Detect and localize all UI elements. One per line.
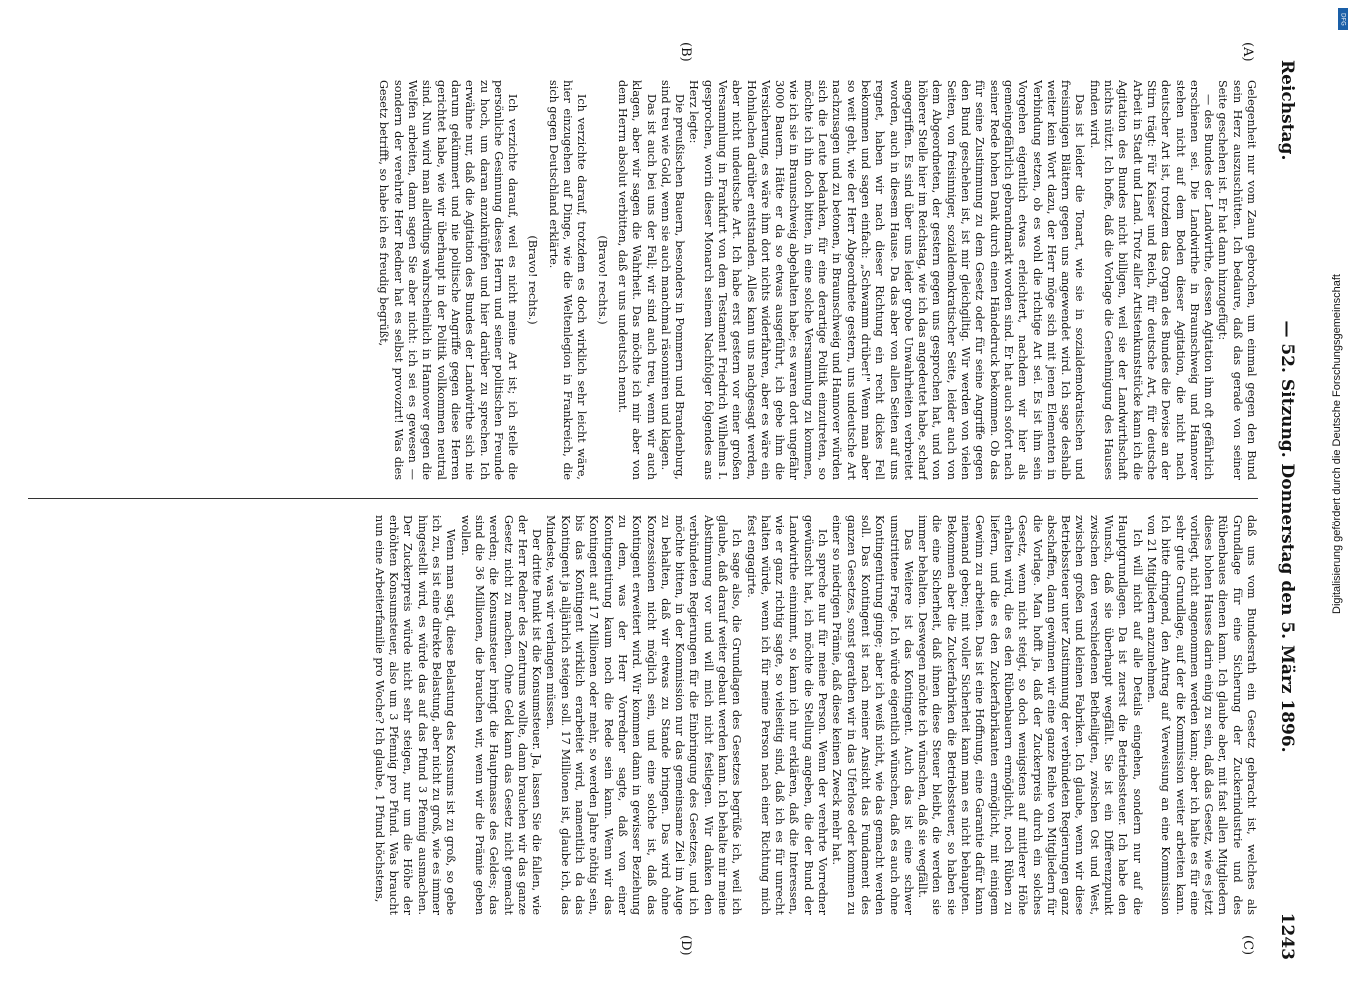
paragraph: Gelegenheit nur vom Zaun gebrochen, um einmal gegen den Bund sein Herz auszuschütten. Ich bedaure, daß das gerade von seiner Seite geschehen ist. Er hat dann hinzugefügt: [1216, 80, 1258, 480]
margin-mark-a: (A) [1240, 42, 1255, 62]
header-center: — 52. Sitzung. Donnerstag den 5. März 1896. [1277, 320, 1297, 753]
paragraph: daß uns vom Bundesrath ein Gesetz gebracht ist, welches als Grundlage für eine Sicherung der Zuckerindustrie und des Rübenbaues dienen kann. Ich glaube aber, mit fast allen Mitgliedern dieses hohen Hauses darin einig zu sein, daß das Gesetz, wie es jetzt vorliegt, nicht angenommen werden kann; aber ich halte es für eine sehr gute Grundlage, auf der die Kommission weiter arbeiten kann. Ich bitte dringend, den Antrag auf Verweisung an eine Kommission von 21 Mitgliedern anzunehmen. [1144, 515, 1258, 915]
margin-mark-d: (D) [678, 935, 693, 956]
left-column [3, 80, 1258, 480]
paragraph: Der dritte Punkt ist die Konsumsteuer. Ja, lassen Sie die fallen, wie der Herr Redner des Zentrums wollte, dann brauchen wir das ganze Gesetz nicht zu machen. Ohne Geld kann das Gesetz nicht gemacht werden; die Konsumsteuer bringt die Hauptmasse des Geldes; das sind die 36 Millionen, die brauchen wir, wenn wir die Prämie geben wollen. [458, 515, 544, 915]
paragraph: Das Weitere ist das Kontingent. Auch das ist eine schwer umstrittene Frage. Ich würde eigentlich wünschen, daß es auch ohne Kontingentirung ginge; aber ich weiß nicht, wie das gemacht werden soll. Das Kontingent ist nach meiner Ansicht das Fundament des ganzen Gesetzes, sonst gerathen wir in das Uferlose oder kommen zu einer so niedrigen Prämie, daß diese keinen Zweck mehr hat. [830, 515, 915, 915]
quote-paragraph: — des Bundes der Landwirthe, dessen Agitation ihm oft gefährlich erschienen sei. Die Landwirthe in Braunschweig und Hannover stehen nicht auf dem Boden dieser Agitation, die nicht nach deutscher Art ist, trotzdem das Organ des Bundes die Devise an der Stirn trägt: Für Kaiser und Reich, für deutsche Art, für deutsche Arbeit in Stadt und Land. Trotz aller Artistenkunststücke kann ich die Agitation des Bundes nicht billigen, weil sie der Landwirthschaft nichts nützt. Ich hoffe, daß die Vorlage die Genehmigung des Hauses finden wird. [1087, 80, 1216, 480]
dfg-logo: DFG [1338, 8, 1348, 30]
paragraph: Wenn man sagt, diese Belastung des Konsums ist zu groß, so gebe ich zu, es ist eine direkte Belastung, aber nicht zu groß, wie es immer hingestellt wird, es würde das auf das Pfund 3 Pfennig ausmachen. Der Zuckerpreis würde nicht sehr steigen, nur um die Höhe der erhöhten Konsumsteuer, also um 3 Pfennig pro Pfund. Was braucht nun eine Arbeiterfamilie pro Woche? Ich glaube, 1 Pfund höchstens, [372, 515, 458, 915]
paragraph: Ich spreche nur für meine Person. Wenn der verehrte Vorredner gewünscht hat, ich möchte die Stellung angeben, die der Bund der Landwirthe einnimmt, so kann ich nur erklären, daß die Interessen, wie er ganz richtig sagte, so vielseitig sind, daß ich es für unrecht halten würde, wenn ich für meine Person nach einer Richtung mich fest engagirte. [744, 515, 830, 915]
page-header [1273, 60, 1301, 960]
paragraph: Ich verzichte darauf, weil es nicht meine Art ist; ich stelle die persönliche Gesinnung dieses Herrn und seiner politischen Freunde zu hoch, um daran anzuknüpfen und hier darüber zu sprechen. Ich erwähne nur, daß die Agitation des Bundes der Landwirthe sich nie darum gekümmert und nie politische Angriffe gegen diese Herren gerichtet habe, wie wir überhaupt in der Politik vollkommen neutral sind. Nun wird man allerdings wahrscheinlich in Hannover gegen die Welfen arbeiten, dann sagen Sie aber nicht: ich sei es gewesen — sondern der verehrte Herr Redner hat es selbst provozirt! Was dies Gesetz betrifft, so habe ich es freudig begrüßt, [377, 80, 520, 480]
column-divider [28, 498, 1258, 499]
margin-mark-c: (C) [1240, 935, 1255, 956]
paragraph: Ich verzichte darauf, trotzdem es doch wirklich sehr leicht wäre, hier einzugehen auf Dinge, wie die Weltenlegion in Frankreich, die sich gegen Deutschland erklärte. [546, 80, 589, 480]
page-number: 1243 [1277, 912, 1297, 960]
paragraph: Das ist leider die Tonart, wie sie in sozialdemokratischen und freisinnigen Blättern gegen uns angewendet wird. Ich sage deshalb weiter kein Wort dazu, der Herr möge sich mit jenen Elementen in Verbindung setzen, ob es wohl die richtige Art sei. Es ist ihm sein Vorgehen eigentlich etwas erleichtert, nachdem wir hier als gemeingefährlich gebrandmarkt worden sind. Er hat auch sofort nach seiner Rede hohen Dank durch einen Händedruck bekommen. Ob das für seine Zustimmung zu dem Gesetz oder für seine Angriffe gegen den Bund geschehen ist, ist mir gleichgiltig. Wir werden von vielen Seiten, von freisinniger, sozialdemokratischer Seite, leider auch von dem Abgeordneten, der gestern gegen uns gesprochen hat, und von höherer Stelle hier im Reichstag, wie ich das angedeutet habe, scharf angegriffen. Es sind über uns leider grobe Unwahrheiten verbreitet worden, auch in diesem Hause. Da das aber von allen Seiten auf uns regnet, haben wir nach dieser Richtung ein recht dickes Fell bekommen und sagen einfach: „Schwamm drüber!" Wenn man aber so weit geht, wie der Herr Abgeordnete gestern, uns undeutsche Art nachzusagen und zu betonen, in Braunschweig und Hannover würden sich die Leute bedanken, für eine derartige Politik einzutreten, so möchte ich ihn doch bitten, in eine solche Versammlung zu kommen, wie ich sie in Braunschweig abgehalten habe; es waren dort ungefähr 3000 Bauern. Hätte er da so etwas ausgeführt, ich gebe ihm die Versicherung, es wäre ihm dort nichts widerfahren, aber es wäre ein Hohnlachen darüber entstanden. Alles kann uns nachgesagt werden, aber nicht undeutsche Art. Ich habe erst gestern vor einer großen Versammlung in Frankfurt von dem Testament Friedrich Wilhelms I. gesprochen, worin dieser Monarch seinem Nachfolger folgendes ans Herz legte: [687, 80, 1087, 480]
right-column [3, 515, 1258, 915]
margin-mark-b: (B) [678, 42, 693, 62]
interjection: (Bravo! rechts.) [595, 235, 609, 325]
paragraph: Ich sage also, die Grundlagen des Gesetzes begrüße ich, weil ich glaube, daß darauf weiter gebaut werden kann. Ich behalte mir meine Abstimmung vor und will mich nicht festlegen. Wir danken den verbündeten Regierungen für die Einbringung des Gesetzes, und ich möchte bitten, in der Kommission nur das gemeinsame Ziel im Auge zu behalten, daß wir etwas zu Stande bringen. Das wird ohne Konzessionen nicht möglich sein, und eine solche ist, daß das Kontingent erweitert wird. Wir kommen dann in gewisser Beziehung zu dem, was der Herr Vorredner sagte, daß von einer Kontingentirung kaum noch die Rede sein kann. Wenn wir das Kontingent auf 17 Millionen oder mehr, so werden Jahre nöthig sein, bis das Kontingent wirklich erarbeitet wird, namentlich da das Kontingent ja alljährlich steigen soll. 17 Millionen ist, glaube ich, das Mindeste, was wir verlangen müssen. [544, 515, 744, 915]
paragraph: Ich will nicht auf alle Details eingehen, sondern nur auf die Hauptgrundlagen. Da ist zuerst die Betriebssteuer. Ich habe den Wunsch, daß sie überhaupt wegfällt. Sie ist ein Differenzpunkt zwischen den verschiedenen Betheiligten, zwischen Ost und West, zwischen großen und kleinen Fabriken. Ich glaube, wenn wir diese Betriebssteuer unter Zustimmung der verbündeten Regierungen ganz abschaffen, dann gewinnen wir eine ganze Reihe von Mitgliedern für die Vorlage. Man hofft ja, daß der Zuckerpreis durch ein solches Gesetz, wenn nicht steigt, so doch wenigstens auf mittlerer Höhe erhalten wird, die es den Rübenbauern ermöglicht, noch Rüben zu liefern, und die es den Zuckerfabrikanten ermöglicht, mit einigem Gewinn zu arbeiten. Das ist eine Hoffnung, eine Garantie dafür kann niemand geben; mit voller Sicherheit kann man es nicht behaupten. Bekommen aber die Zuckerfabriken die Betriebssteuer, so haben sie die eine Sicherheit, daß ihnen diese Steuer bleibt, die werden sie immer behalten. Deswegen möchte ich wünschen, daß sie wegfällt. [916, 515, 1144, 915]
quote-paragraph: Die preußischen Bauern, besonders in Pommern und Brandenburg, sind treu wie Gold, wenn sie auch manchmal räsonniren und klagen. [658, 80, 687, 480]
paragraph: Das ist auch bei uns der Fall; wir sind auch treu, wenn wir auch klagen, aber wir sagen die Wahrheit. Das möchte ich mir aber von dem Herrn absolut verbitten, daß er uns undeutsch nennt. [615, 80, 658, 480]
header-left: Reichstag. [1277, 60, 1297, 161]
digitization-note: Digitalisierung gefördert durch die Deutsche Forschungsgemeinschaft [1331, 274, 1343, 614]
interjection: (Bravo! rechts.) [526, 235, 540, 325]
